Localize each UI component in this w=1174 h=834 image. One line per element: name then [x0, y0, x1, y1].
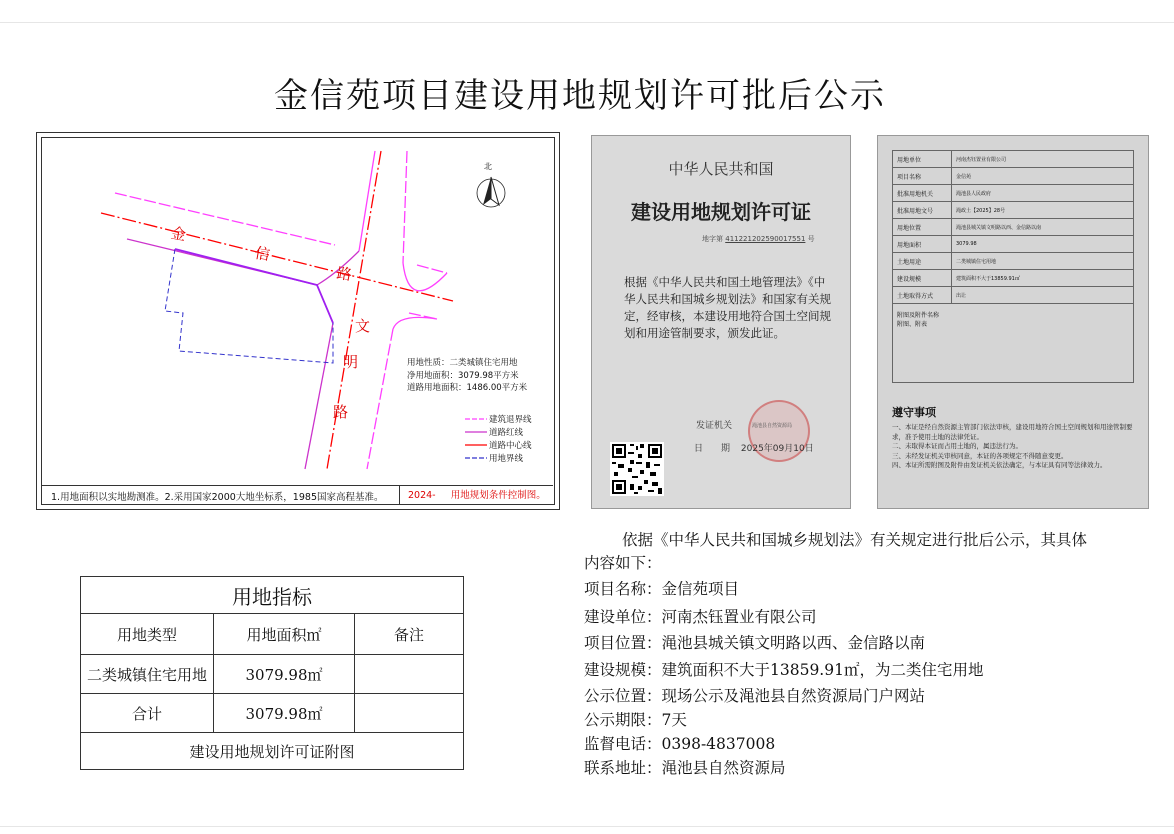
planning-map [36, 132, 560, 510]
table-row [893, 304, 1134, 383]
detail-key: 批准用地文号 [893, 202, 952, 219]
map-drawing [37, 133, 559, 509]
announcement-intro: 依据《中华人民共和国城乡规划法》有关规定进行批后公示，其具体 [622, 531, 1088, 549]
road-label-xin: 信 [253, 243, 272, 265]
detail-value: 金信苑 [952, 168, 1134, 185]
detail-value: 渑池县人民政府 [952, 185, 1134, 202]
certificate-number-label: 地字第 [702, 235, 723, 243]
legend-item-setback: 建筑退界线 [489, 415, 532, 425]
row-type: 合计 [81, 694, 214, 733]
wenming-road-edge-left [305, 323, 333, 469]
row-note [355, 694, 464, 733]
item-scale: 建设规模：建筑面积不大于13859.91㎡，为二类住宅用地 [584, 661, 984, 679]
site-boundary [165, 249, 333, 363]
road-label-jin: 金 [169, 223, 188, 245]
top-divider [0, 22, 1174, 23]
attachment-cell [893, 304, 1134, 383]
item-publicity-location: 公示位置：现场公示及渑池县自然资源局门户网站 [584, 687, 926, 705]
land-info-net-area: 净用地面积：3079.98平方米 [407, 370, 519, 381]
table-row [893, 287, 1134, 304]
note-item: 三、未经发证机关审核同意，本证的各项规定不得随意变更。 [892, 451, 1068, 460]
road-label-lu2: 路 [333, 403, 349, 421]
detail-key: 土地用途 [893, 253, 952, 270]
table-row [893, 202, 1134, 219]
jinxin-road-edge-top2 [417, 265, 447, 273]
page-title: 金信苑项目建设用地规划许可批后公示 [274, 76, 886, 116]
table-row [893, 236, 1134, 253]
legend-item-red-line: 道路红线 [489, 428, 524, 438]
detail-value: 渑池县城关镇文明路以西、金信路以南 [952, 219, 1134, 236]
map-footer-year: 2024- [408, 490, 436, 501]
item-project-name: 项目名称：金信苑项目 [584, 580, 740, 598]
detail-key: 用地位置 [893, 219, 952, 236]
seal-text: 渑池县自然资源局 [752, 423, 793, 429]
table-row [893, 270, 1134, 287]
table-row [893, 253, 1134, 270]
certificate-front [591, 135, 851, 509]
note-item: 一、本证是经自然资源主管部门依法审核，建设用地符合国土空间规划和用途管制要求，准予使用土地的法律凭证。 [892, 423, 1133, 441]
wenming-road-edge-right-top [403, 151, 407, 263]
index-table-title: 用地指标 [81, 577, 464, 614]
detail-value: 河南杰钰置业有限公司 [952, 151, 1134, 168]
jinxin-road-center [101, 213, 453, 301]
land-index-table [80, 576, 464, 770]
certificate-title: 建设用地规划许可证 [631, 200, 811, 224]
table-row [81, 694, 464, 733]
map-legend [489, 412, 532, 465]
row-type: 二类城镇住宅用地 [81, 655, 214, 694]
issue-date-label: 日 期 [694, 444, 731, 454]
announcement-intro-2: 内容如下： [584, 554, 662, 572]
map-footer-title-text: 用地规划条件控制图。 [450, 490, 546, 501]
item-phone: 监督电话：0398-4837008 [584, 735, 776, 753]
table-row [81, 655, 464, 694]
land-info [407, 357, 527, 395]
corner-curve-se [393, 317, 437, 329]
certificate-number-line [702, 234, 842, 244]
jinxin-road-edge-top [115, 193, 335, 245]
road-label-wen: 文 [355, 317, 371, 335]
map-footer-note: 1.用地面积以实地勘测准。2.采用国家2000大地坐标系，1985国家高程基准。 [51, 492, 384, 503]
item-location: 项目位置：渑池县城关镇文明路以西、金信路以南 [584, 634, 926, 652]
detail-key: 建设规模 [893, 270, 952, 287]
table-row [893, 151, 1134, 168]
detail-value: 渑政土【2025】28号 [952, 202, 1134, 219]
issuer-label: 发证机关 [696, 421, 733, 431]
attachment-value: 附图、附表 [897, 321, 928, 328]
certificate-number-suffix: 号 [807, 235, 815, 243]
notes-list [892, 423, 1136, 471]
land-info-road-area: 道路用地面积：1486.00平方米 [407, 383, 528, 393]
header-remark: 备注 [355, 614, 464, 655]
header-land-type: 用地类型 [81, 614, 214, 655]
detail-key: 项目名称 [893, 168, 952, 185]
index-table-footer: 建设用地规划许可证附图 [81, 733, 464, 770]
note-item: 四、本证所需附图及附件由发证机关依法确定，与本证具有同等法律效力。 [892, 461, 1107, 469]
north-arrow-icon [477, 177, 505, 207]
detail-value: 二类城镇住宅用地 [952, 253, 1134, 270]
table-row [893, 185, 1134, 202]
issue-date: 2025年09月10日 [740, 444, 814, 454]
row-area: 3079.98㎡ [214, 655, 355, 694]
row-note [355, 655, 464, 694]
legend-item-center-line: 道路中心线 [489, 441, 532, 451]
road-label-lu1: 路 [335, 263, 354, 285]
item-address: 联系地址：渑池县自然资源局 [584, 759, 786, 777]
map-footer [41, 485, 553, 505]
certificate-number: 411221202590017551 [725, 235, 806, 243]
detail-value: 3079.98 [952, 236, 1134, 253]
row-area: 3079.98㎡ [214, 694, 355, 733]
qr-code-icon [610, 442, 664, 496]
detail-key: 用地面积 [893, 236, 952, 253]
road-label-ming: 明 [343, 353, 359, 371]
detail-key: 土地取得方式 [893, 287, 952, 304]
attachment-key: 附图及附件名称 [897, 312, 940, 319]
notes-title: 遵守事项 [892, 406, 936, 419]
legend-item-boundary: 用地界线 [489, 454, 524, 464]
wenming-road-edge-right [367, 329, 393, 469]
certificate-country: 中华人民共和国 [668, 160, 774, 178]
item-period: 公示期限：7天 [584, 711, 687, 729]
detail-key: 批准用地机关 [893, 185, 952, 202]
certificate-body: 根据《中华人民共和国土地管理法》《中华人民共和国城乡规划法》和国家有关规定，经审核，本建设用地符合国土空间规划和用途管制要求，颁发此证。 [624, 275, 831, 340]
certificate-detail-table [892, 150, 1134, 383]
detail-value: 建筑面积不大于13859.91㎡ [952, 270, 1134, 287]
detail-value: 出让 [952, 287, 1134, 304]
land-info-use: 用地性质：二类城镇住宅用地 [407, 358, 518, 368]
table-row [893, 219, 1134, 236]
bottom-divider [0, 826, 1174, 827]
note-item: 二、未取得本证而占用土地的，属违法行为。 [892, 442, 1022, 450]
north-label: 北 [484, 162, 492, 171]
map-footer-title [399, 486, 553, 505]
detail-key: 用地单位 [893, 151, 952, 168]
header-land-area: 用地面积㎡ [214, 614, 355, 655]
issue-date-row [694, 441, 814, 454]
table-row [893, 168, 1134, 185]
certificate-back [877, 135, 1149, 509]
item-builder: 建设单位：河南杰钰置业有限公司 [584, 608, 817, 626]
